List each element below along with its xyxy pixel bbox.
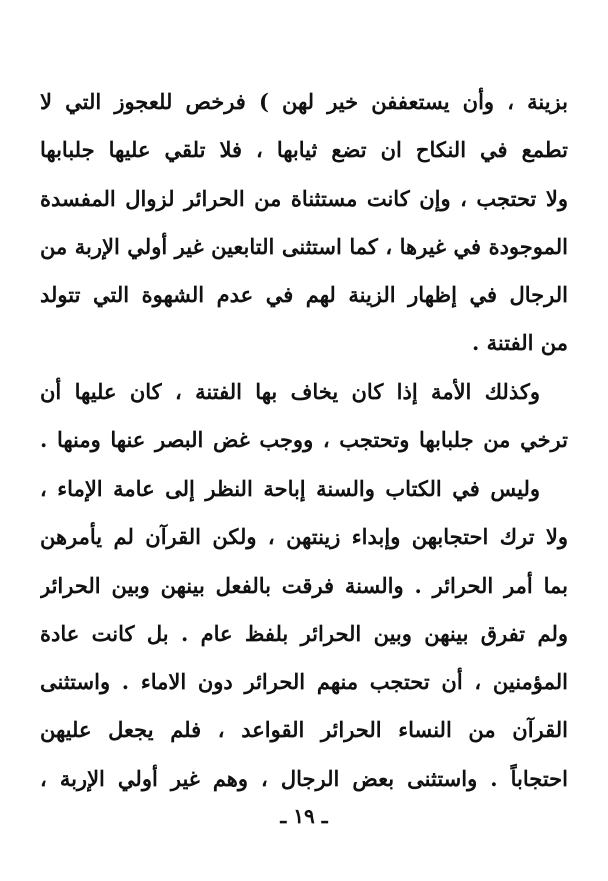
- text-line: وليس في الكتاب والسنة إباحة النظر إلى عامة الإماء ،: [40, 476, 540, 501]
- text-line: ترخي من جلبابها وتحتجب ، ووجب غض البصر عنها ومنها .: [40, 427, 568, 453]
- text-line: ولم تفرق بينهن وبين الحرائر بلفظ عام . بل كانت عادة: [40, 620, 568, 646]
- text-line: ولا ترك احتجابهن وإبداء زينتهن ، ولكن القرآن لم يأمرهن: [40, 524, 568, 550]
- text-line: وكذلك الأمة إذا كان يخاف بها الفتنة ، كان عليها أن: [40, 379, 540, 404]
- text-line: القرآن من النساء الحرائر القواعد ، فلم يجعل عليهن: [40, 717, 568, 743]
- text-line: الموجودة في غيرها ، كما استثنى التابعين غير أولي الإربة من: [40, 233, 568, 259]
- text-line: بزينة ، وأن يستعففن خير لهن ) فرخص للعجوز التي لا: [40, 89, 568, 114]
- paragraph-3: [40, 465, 568, 803]
- text-line: تطمع في النكاح ان تضع ثيابها ، فلا تلقي عليها جلبابها: [40, 137, 568, 163]
- page-number: ـ ١٩ ـ: [280, 804, 328, 828]
- text-line: بما أمر الحرائر . والسنة فرقت بالفعل بينهن وبين الحرائر: [40, 572, 568, 598]
- text-line: ولا تحتجب ، وإن كانت مستثناة من الحرائر لزوال المفسدة: [40, 185, 568, 211]
- paragraph-1: [40, 78, 568, 368]
- text-line: المؤمنين ، أن تحتجب منهم الحرائر دون الاماء . واستثنى: [40, 669, 568, 695]
- text-line: الرجال في إظهار الزينة لهم في عدم الشهوة التي تتولد: [40, 282, 568, 308]
- text-line: من الفتنة .: [472, 330, 568, 356]
- paragraph-2: [40, 368, 568, 465]
- text-line: احتجاباً . واستثنى بعض الرجال ، وهم غير أولي الإربة ،: [40, 765, 568, 791]
